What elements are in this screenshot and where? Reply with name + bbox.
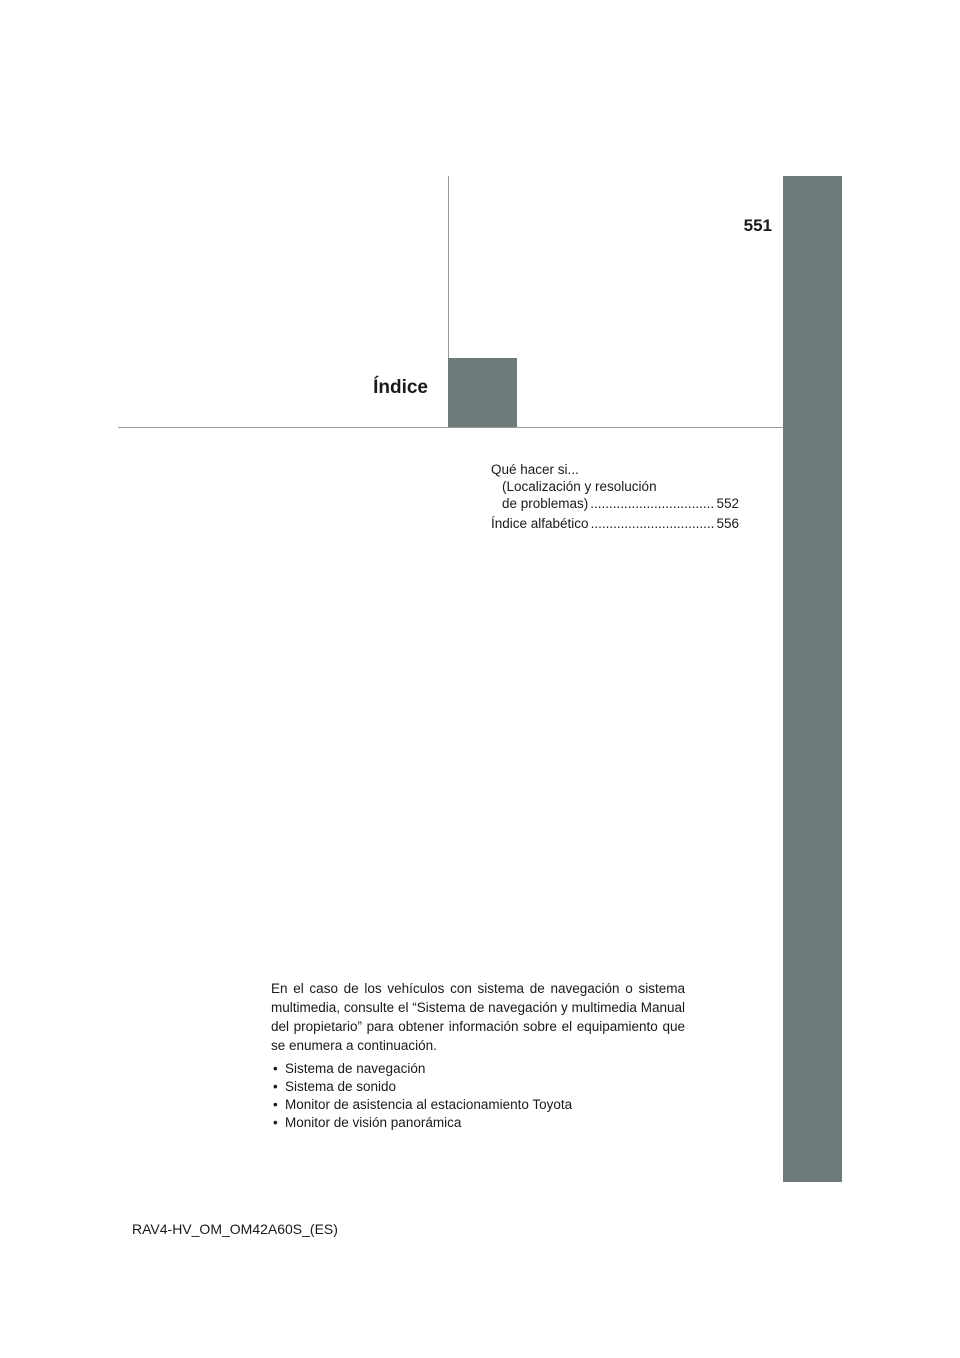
toc-entry-alphabetical-index[interactable] (491, 515, 739, 532)
toc-entry-text: Índice alfabético (491, 516, 589, 531)
chapter-side-tab (783, 176, 842, 1182)
section-title: Índice (373, 377, 428, 398)
list-item: • Sistema de sonido (273, 1079, 397, 1094)
multimedia-note (271, 979, 685, 1132)
equipment-list (271, 1060, 685, 1132)
table-of-contents (491, 461, 739, 535)
section-marker-square (448, 358, 517, 427)
note-paragraph: En el caso de los vehículos con sistema de navegación o sistema multimedia, consulte el “Sistema de navegación y multimedia Manual del propietario” para obtener información sobre el equipamiento que se enumera a continuación. (271, 981, 685, 1053)
bullet-icon: • (273, 1079, 278, 1094)
toc-page-number: 556 (716, 516, 739, 531)
bullet-icon: • (273, 1061, 278, 1076)
page-number: 551 (743, 216, 772, 235)
toc-entry-text: de problemas) (502, 496, 589, 511)
bullet-icon: • (273, 1097, 278, 1112)
toc-entry-text: (Localización y resolución (502, 479, 657, 494)
toc-page-number: 552 (716, 496, 739, 511)
list-item: • Monitor de asistencia al estacionamiento Toyota (273, 1097, 573, 1112)
list-item: • Sistema de navegación (273, 1061, 426, 1076)
document-code-footer: RAV4-HV_OM_OM42A60S_(ES) (132, 1221, 338, 1237)
bullet-icon: • (273, 1115, 278, 1130)
list-item: • Monitor de visión panorámica (273, 1115, 462, 1130)
toc-leader-dots (591, 515, 715, 532)
toc-entry-troubleshooting[interactable] (491, 461, 739, 512)
toc-entry-text: Qué hacer si... (491, 462, 579, 477)
horizontal-divider (118, 427, 783, 428)
toc-leader-dots (590, 495, 714, 512)
